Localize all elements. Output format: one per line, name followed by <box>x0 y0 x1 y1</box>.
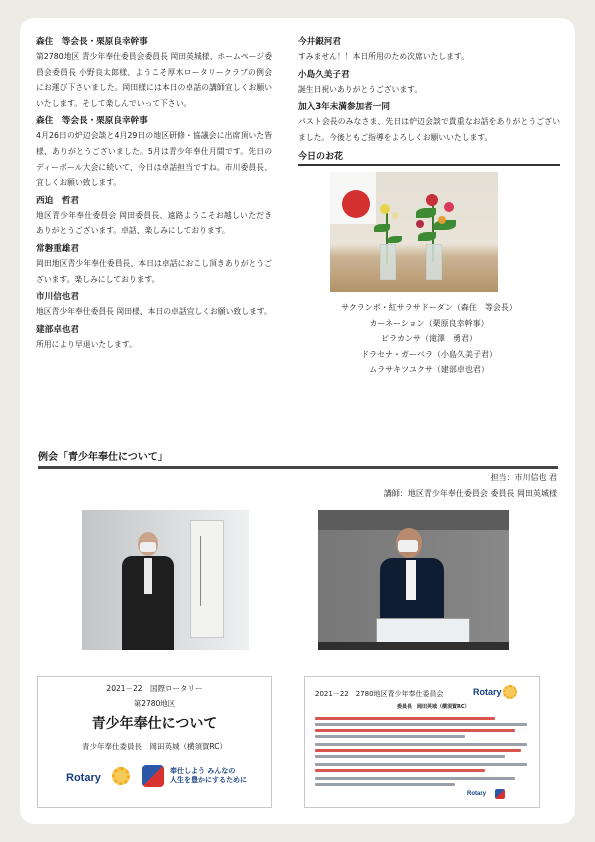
slide-text-line <box>315 735 465 738</box>
rotary-wheel-icon <box>112 767 130 785</box>
message-item <box>36 324 272 353</box>
slide-text-line <box>315 717 495 720</box>
slide-text-line <box>315 777 515 780</box>
message-text: 第2780地区 青少年奉仕委員会委員長 岡田英城様、ホームページ委員会委員長 小野良太郎様、ようこそ厚木ロータリークラブの例会にお運び下さいました。岡田様には本日の卓話の講師宜しくお願いいたします。そして楽しんでいって下さい。 <box>36 52 272 108</box>
right-column <box>298 36 560 378</box>
slide-district: 第2780地区 <box>133 699 176 708</box>
slide-text-line <box>315 783 455 786</box>
theme-logo-icon <box>142 765 164 787</box>
slide-title: 青少年奉仕について <box>91 716 218 732</box>
rotary-wordmark: Rotary <box>66 772 101 784</box>
slide-text-line <box>315 749 521 752</box>
slide-text-line <box>315 769 485 772</box>
lecture-heading <box>38 448 558 469</box>
message-author: 市川信也君 <box>36 292 79 303</box>
message-item <box>36 243 272 287</box>
slide-presenter: 青少年奉仕委員長 岡田英城（横須賀RC） <box>81 742 228 751</box>
message-author: 森住 等会長・栗原良幸幹事 <box>36 37 148 47</box>
lecture-lecturer: 講師：地区青少年奉仕委員会 委員長 岡田英城様 <box>383 489 557 498</box>
left-column <box>36 36 272 356</box>
flowers-heading: 今日のお花 <box>298 149 560 166</box>
lecture-title: 例会「青少年奉仕について」 <box>38 452 168 463</box>
message-author: 森住 等会長・栗原良幸幹事 <box>36 116 148 127</box>
slide-presenter: 委員長 岡田英城（横須賀RC） <box>397 704 470 710</box>
message-item <box>36 291 272 320</box>
slide-right <box>304 676 540 808</box>
japan-flag-image <box>330 172 376 224</box>
message-item <box>298 69 560 98</box>
slide-left <box>37 676 272 808</box>
flowers-list <box>298 300 560 378</box>
flower-item: ムラサキツユクサ（建部卓也君） <box>369 365 489 375</box>
speaker-photo-right <box>318 510 509 650</box>
message-text: 所用により早退いたします。 <box>36 339 137 349</box>
slide-header: 2021－22 2780地区青少年奉仕委員会 <box>315 690 444 698</box>
rotary-wordmark-small: Rotary <box>467 791 487 797</box>
message-text: 4月26日の炉辺会談と4月29日の地区研修・協議会に出席頂いた皆様、ありがとうございました。5月は青少年奉仕月間です。先日のディーボール大会に続いて、今日は卓話担当ですね。市川委員長、宜しくお願い致します。 <box>36 131 272 188</box>
lecture-meta <box>384 470 557 502</box>
message-author: 西迫 哲君 <box>36 195 79 206</box>
slide-text-line <box>315 723 527 726</box>
message-item <box>36 115 272 190</box>
slide-text-line <box>315 763 527 766</box>
slide-logo-row <box>66 765 246 793</box>
message-author: 常磐重雄君 <box>36 243 79 254</box>
message-text: 地区青少年奉仕委員長 岡田様、本日の卓話宜しくお願い致します。 <box>36 307 272 317</box>
message-author: 小島久美子君 <box>298 69 350 80</box>
flower-item: ドラセナ・ガーベラ（小島久美子君） <box>361 349 497 359</box>
message-item <box>36 36 272 111</box>
slide-text-line <box>315 743 527 746</box>
lecture-in-charge: 担当：市川信也 君 <box>490 473 557 482</box>
slide-header: 2021－22 国際ロータリー <box>106 684 203 693</box>
slide-text-line <box>315 729 515 732</box>
message-text: パスト会長のみなさま、先日は炉辺会談で貴重なお話をありがとうございました。今後ともご指導をよろしくお願いいたします。 <box>298 117 560 142</box>
message-text: 地区青少年奉仕委員会 岡田委員長、遠路ようこそお越しいただきありがとうございます。卓話、楽しみにしております。 <box>36 210 272 236</box>
flower-item: カーネーション（栗原良幸幹事） <box>369 318 489 328</box>
flower-item: サクランボ・紅サラサドーダン（森住 等会長） <box>341 303 517 313</box>
message-author: 建部卓也君 <box>36 324 79 335</box>
theme-logo-icon <box>495 789 505 799</box>
flowers-photo <box>330 172 498 292</box>
rotary-wordmark: Rotary <box>473 687 502 697</box>
rotary-wheel-icon <box>503 685 517 699</box>
message-text: 岡田地区青少年奉仕委員長、本日は卓話におこし頂きありがとうございます。楽しみにしております。 <box>36 258 272 284</box>
slide-text-line <box>315 755 505 758</box>
theme-text: 奉仕しよう みんなの 人生を豊かにするために <box>170 767 247 784</box>
message-author: 加入3年未満参加者一同 <box>298 102 390 113</box>
message-text: すみません！！本日所用のため次席いたします。 <box>298 52 469 61</box>
speaker-photo-left <box>82 510 249 650</box>
message-item <box>298 101 560 145</box>
flower-item: ピラカンサ（滝澤 勇君） <box>381 334 477 344</box>
message-item <box>36 195 272 239</box>
message-author: 今井銀河君 <box>298 37 341 47</box>
message-item <box>298 36 560 65</box>
message-text: 誕生日祝いありがとうございます。 <box>298 84 423 94</box>
